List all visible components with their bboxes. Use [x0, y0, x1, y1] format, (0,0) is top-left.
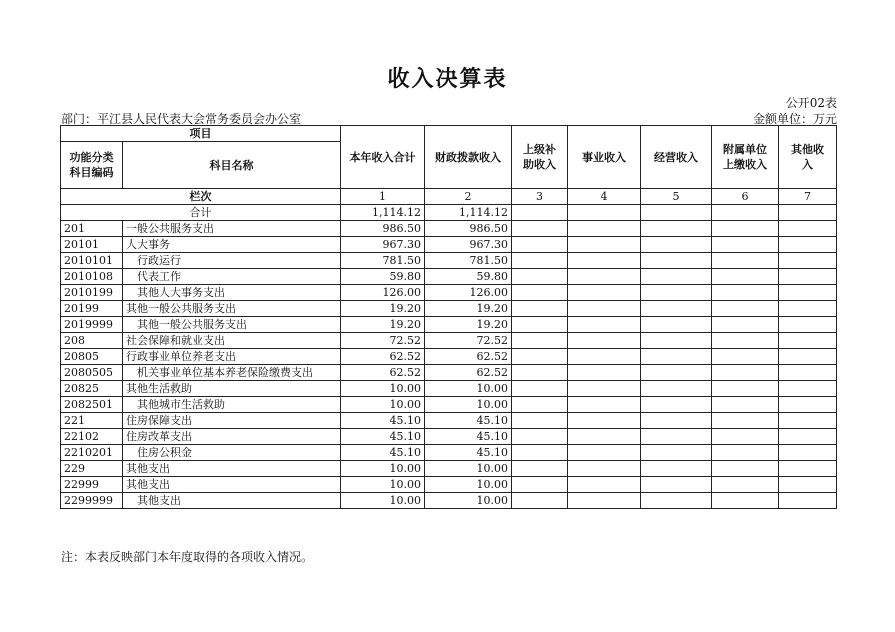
row-name: 其他生活救助 [123, 381, 341, 397]
row-code: 2010101 [61, 253, 123, 269]
table-row [61, 477, 837, 493]
empty-cell [779, 429, 837, 445]
seq-row [61, 189, 837, 205]
row-fiscal-income: 19.20 [425, 301, 512, 317]
row-name: 人大事务 [123, 237, 341, 253]
row-total-income: 781.50 [341, 253, 425, 269]
row-code: 20825 [61, 381, 123, 397]
row-total-income: 19.20 [341, 317, 425, 333]
row-total-income: 45.10 [341, 413, 425, 429]
table-row [61, 461, 837, 477]
empty-cell [779, 493, 837, 509]
row-fiscal-income: 72.52 [425, 333, 512, 349]
row-fiscal-income: 10.00 [425, 493, 512, 509]
row-fiscal-income: 10.00 [425, 397, 512, 413]
empty-cell [568, 285, 641, 301]
empty-cell [568, 429, 641, 445]
row-name: 其他支出 [123, 477, 341, 493]
row-code: 208 [61, 333, 123, 349]
empty-cell [712, 445, 779, 461]
table-row [61, 493, 837, 509]
row-fiscal-income: 45.10 [425, 429, 512, 445]
total-income: 1,114.12 [341, 205, 425, 221]
row-name: 一般公共服务支出 [123, 221, 341, 237]
row-name: 其他一般公共服务支出 [123, 301, 341, 317]
seq-num: 7 [779, 189, 837, 205]
row-name: 其他人大事务支出 [123, 285, 341, 301]
empty-cell [779, 397, 837, 413]
seq-num: 2 [425, 189, 512, 205]
table-row [61, 301, 837, 317]
row-code: 229 [61, 461, 123, 477]
row-code: 20199 [61, 301, 123, 317]
row-total-income: 986.50 [341, 221, 425, 237]
income-table [60, 125, 837, 509]
empty-cell [712, 237, 779, 253]
row-total-income: 62.52 [341, 365, 425, 381]
empty-cell [568, 477, 641, 493]
row-fiscal-income: 10.00 [425, 477, 512, 493]
empty-cell [712, 461, 779, 477]
row-code: 20805 [61, 349, 123, 365]
row-code: 221 [61, 413, 123, 429]
table-row [61, 413, 837, 429]
empty-cell [641, 445, 712, 461]
page-title: 收入决算表 [387, 67, 508, 92]
empty-cell [712, 253, 779, 269]
seq-num: 5 [641, 189, 712, 205]
row-fiscal-income: 45.10 [425, 413, 512, 429]
row-fiscal-income: 62.52 [425, 365, 512, 381]
empty-cell [512, 269, 568, 285]
header-col5: 经营收入 [641, 126, 712, 189]
empty-cell [641, 285, 712, 301]
table-row [61, 349, 837, 365]
empty-cell [641, 413, 712, 429]
row-code: 20101 [61, 237, 123, 253]
empty-cell [779, 317, 837, 333]
empty-cell [568, 445, 641, 461]
empty-cell [779, 477, 837, 493]
empty-cell [712, 301, 779, 317]
empty-cell [779, 269, 837, 285]
empty-cell [712, 381, 779, 397]
row-fiscal-income: 59.80 [425, 269, 512, 285]
seq-num: 3 [512, 189, 568, 205]
row-code: 22102 [61, 429, 123, 445]
empty-cell [641, 317, 712, 333]
empty-cell [641, 493, 712, 509]
row-name: 代表工作 [123, 269, 341, 285]
row-code: 2010108 [61, 269, 123, 285]
empty-cell [779, 365, 837, 381]
empty-cell [641, 333, 712, 349]
empty-cell [641, 269, 712, 285]
row-fiscal-income: 781.50 [425, 253, 512, 269]
seq-num: 6 [712, 189, 779, 205]
empty-cell [568, 349, 641, 365]
row-name: 其他一般公共服务支出 [123, 317, 341, 333]
empty-cell [779, 285, 837, 301]
empty-cell [512, 445, 568, 461]
empty-cell [641, 477, 712, 493]
empty-cell [568, 269, 641, 285]
empty-cell [568, 333, 641, 349]
row-total-income: 45.10 [341, 429, 425, 445]
row-code: 22999 [61, 477, 123, 493]
footnote: 注：本表反映部门本年度取得的各项收入情况。 [61, 550, 314, 564]
empty-cell [779, 301, 837, 317]
empty-cell [641, 429, 712, 445]
row-name: 其他城市生活救助 [123, 397, 341, 413]
row-name: 行政运行 [123, 253, 341, 269]
row-total-income: 10.00 [341, 461, 425, 477]
table-row [61, 317, 837, 333]
department-label: 部门：平江县人民代表大会常务委员会办公室 [61, 112, 302, 126]
row-total-income: 19.20 [341, 301, 425, 317]
empty-cell [641, 253, 712, 269]
empty-cell [712, 477, 779, 493]
empty-cell [712, 365, 779, 381]
row-name: 行政事业单位养老支出 [123, 349, 341, 365]
empty-cell [641, 365, 712, 381]
header-col1: 本年收入合计 [341, 126, 425, 189]
row-name: 住房公积金 [123, 445, 341, 461]
empty-cell [512, 397, 568, 413]
empty-cell [779, 349, 837, 365]
empty-cell [641, 461, 712, 477]
empty-cell [512, 477, 568, 493]
row-name: 其他支出 [123, 461, 341, 477]
table-row [61, 333, 837, 349]
empty-cell [568, 461, 641, 477]
row-total-income: 72.52 [341, 333, 425, 349]
empty-cell [641, 397, 712, 413]
empty-cell [641, 381, 712, 397]
table-row [61, 221, 837, 237]
empty-cell [568, 317, 641, 333]
table-row [61, 269, 837, 285]
table-row [61, 237, 837, 253]
row-total-income: 126.00 [341, 285, 425, 301]
row-code: 2082501 [61, 397, 123, 413]
row-code: 2210201 [61, 445, 123, 461]
empty-cell [779, 221, 837, 237]
header-col6: 附属单位 上缴收入 [712, 126, 779, 189]
empty-cell [512, 429, 568, 445]
table-row [61, 445, 837, 461]
row-code: 2080505 [61, 365, 123, 381]
empty-cell [779, 333, 837, 349]
form-number: 公开02表 [785, 96, 837, 110]
row-total-income: 967.30 [341, 237, 425, 253]
empty-cell [779, 413, 837, 429]
table-row [61, 381, 837, 397]
empty-cell [779, 253, 837, 269]
empty-cell [712, 269, 779, 285]
table-row [61, 429, 837, 445]
header-col4: 事业收入 [568, 126, 641, 189]
header-col7: 其他收 入 [779, 126, 837, 189]
empty-cell [712, 413, 779, 429]
seq-num: 1 [341, 189, 425, 205]
empty-cell [568, 221, 641, 237]
empty-cell [512, 285, 568, 301]
empty-cell [779, 461, 837, 477]
empty-cell [512, 493, 568, 509]
empty-cell [712, 221, 779, 237]
empty-cell [568, 253, 641, 269]
empty-cell [568, 365, 641, 381]
header-item: 项目 [61, 126, 341, 142]
header-col2: 财政拨款收入 [425, 126, 512, 189]
row-total-income: 59.80 [341, 269, 425, 285]
empty-cell [512, 461, 568, 477]
empty-cell [512, 237, 568, 253]
empty-cell [512, 333, 568, 349]
empty-cell [568, 413, 641, 429]
empty-cell [512, 381, 568, 397]
row-fiscal-income: 986.50 [425, 221, 512, 237]
empty-cell [512, 365, 568, 381]
row-fiscal-income: 19.20 [425, 317, 512, 333]
row-name: 其他支出 [123, 493, 341, 509]
row-total-income: 10.00 [341, 397, 425, 413]
empty-cell [712, 429, 779, 445]
row-name: 社会保障和就业支出 [123, 333, 341, 349]
row-name: 住房保障支出 [123, 413, 341, 429]
header-row-1 [61, 126, 837, 142]
empty-cell [779, 381, 837, 397]
empty-cell [712, 397, 779, 413]
empty-cell [512, 221, 568, 237]
table-row [61, 365, 837, 381]
empty-cell [512, 317, 568, 333]
row-code: 2010199 [61, 285, 123, 301]
header-name: 科目名称 [123, 142, 341, 189]
empty-cell [568, 237, 641, 253]
table-body [61, 221, 837, 509]
empty-cell [512, 413, 568, 429]
row-total-income: 10.00 [341, 381, 425, 397]
header-code: 功能分类 科目编码 [61, 142, 123, 189]
table-row [61, 397, 837, 413]
empty-cell [779, 445, 837, 461]
empty-cell [641, 301, 712, 317]
row-code: 2299999 [61, 493, 123, 509]
total-row [61, 205, 837, 221]
row-total-income: 45.10 [341, 445, 425, 461]
empty-cell [641, 349, 712, 365]
table-row [61, 285, 837, 301]
empty-cell [712, 285, 779, 301]
empty-cell [712, 317, 779, 333]
empty-cell [512, 349, 568, 365]
header-col3: 上级补 助收入 [512, 126, 568, 189]
row-fiscal-income: 45.10 [425, 445, 512, 461]
empty-cell [568, 381, 641, 397]
empty-cell [779, 237, 837, 253]
empty-cell [568, 397, 641, 413]
empty-cell [641, 221, 712, 237]
unit-label: 金额单位：万元 [752, 112, 837, 126]
row-fiscal-income: 62.52 [425, 349, 512, 365]
row-total-income: 10.00 [341, 477, 425, 493]
empty-cell [712, 349, 779, 365]
table-row [61, 253, 837, 269]
total-fiscal: 1,114.12 [425, 205, 512, 221]
row-name: 机关事业单位基本养老保险缴费支出 [123, 365, 341, 381]
row-code: 2019999 [61, 317, 123, 333]
empty-cell [512, 301, 568, 317]
row-fiscal-income: 967.30 [425, 237, 512, 253]
empty-cell [712, 493, 779, 509]
row-code: 201 [61, 221, 123, 237]
empty-cell [568, 493, 641, 509]
seq-label: 栏次 [61, 189, 341, 205]
empty-cell [641, 237, 712, 253]
row-total-income: 10.00 [341, 493, 425, 509]
empty-cell [568, 301, 641, 317]
row-name: 住房改革支出 [123, 429, 341, 445]
total-label: 合计 [61, 205, 341, 221]
row-fiscal-income: 10.00 [425, 461, 512, 477]
row-fiscal-income: 126.00 [425, 285, 512, 301]
row-fiscal-income: 10.00 [425, 381, 512, 397]
seq-num: 4 [568, 189, 641, 205]
empty-cell [712, 333, 779, 349]
row-total-income: 62.52 [341, 349, 425, 365]
empty-cell [512, 253, 568, 269]
